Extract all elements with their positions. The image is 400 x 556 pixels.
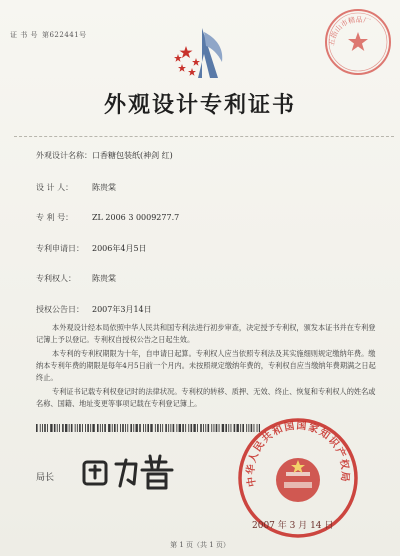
- field-label: 专利申请日：: [36, 244, 84, 253]
- field-label: 授权公告日：: [36, 305, 84, 314]
- body-paragraph: 本外观设计经本局依照中华人民共和国专利法进行初步审查，决定授予专利权，颁发本证书并在专利登记簿上予以登记。专利权自授权公告之日起生效。: [36, 323, 376, 344]
- field-value: 陈贵棠: [92, 183, 116, 192]
- director-signature-icon: [78, 448, 188, 494]
- field-design-name: [36, 150, 173, 161]
- body-paragraph: 本专利的专利权期限为十年，自申请日起算。专利权人应当依照专利法及其实施细则规定缴纳年费。缴纳本专利年费的期限是每年4月5日前一个月内。未按照规定缴纳年费的，专利权自应当缴纳年费期满之日起终止。: [36, 349, 376, 382]
- barcode-icon: [36, 424, 260, 432]
- certificate-body: [36, 322, 376, 412]
- field-value: 口香糖包装纸(神剑 红): [92, 151, 173, 160]
- patent-office-emblem-icon: [168, 24, 234, 82]
- field-grant-date: [36, 304, 152, 315]
- field-patentee: [36, 273, 116, 284]
- field-label: 专 利 号：: [36, 213, 74, 222]
- divider: [14, 136, 394, 137]
- page-footer: 第 1 页（共 1 页）: [170, 541, 230, 549]
- field-designer: [36, 182, 116, 193]
- top-right-seal-icon: [322, 6, 394, 78]
- director-label: 局长: [36, 473, 55, 483]
- field-value: 陈贵棠: [92, 274, 116, 283]
- certificate-number-label: 证 书 号: [10, 31, 38, 39]
- top-right-seal-text: 五指山市精品厂: [327, 15, 372, 47]
- certificate-number-value: 第622441号: [41, 31, 87, 39]
- body-paragraph: 专利证书记载专利权登记时的法律状况。专利权的转移、质押、无效、终止、恢复和专利权人的姓名或名称、国籍、地址变更等事项记载在专利登记簿上。: [36, 387, 376, 408]
- field-label: 专利权人：: [36, 274, 76, 283]
- certificate-number: [10, 30, 87, 40]
- field-value: 2006年4月5日: [92, 244, 147, 253]
- field-application-date: [36, 243, 147, 254]
- field-label: 外观设计名称：: [36, 151, 92, 160]
- field-value: 2007年3月14日: [92, 305, 152, 314]
- seal-date: 2007 年 3 月 14 日: [252, 521, 334, 531]
- field-patent-number: [36, 212, 179, 223]
- official-seal-text: 中华人民共和国国家知识产权局: [245, 420, 351, 488]
- field-value: ZL 2006 3 0009277.7: [92, 213, 180, 222]
- certificate-title: 外观设计专利证书: [103, 92, 296, 118]
- field-label: 设 计 人：: [36, 183, 74, 192]
